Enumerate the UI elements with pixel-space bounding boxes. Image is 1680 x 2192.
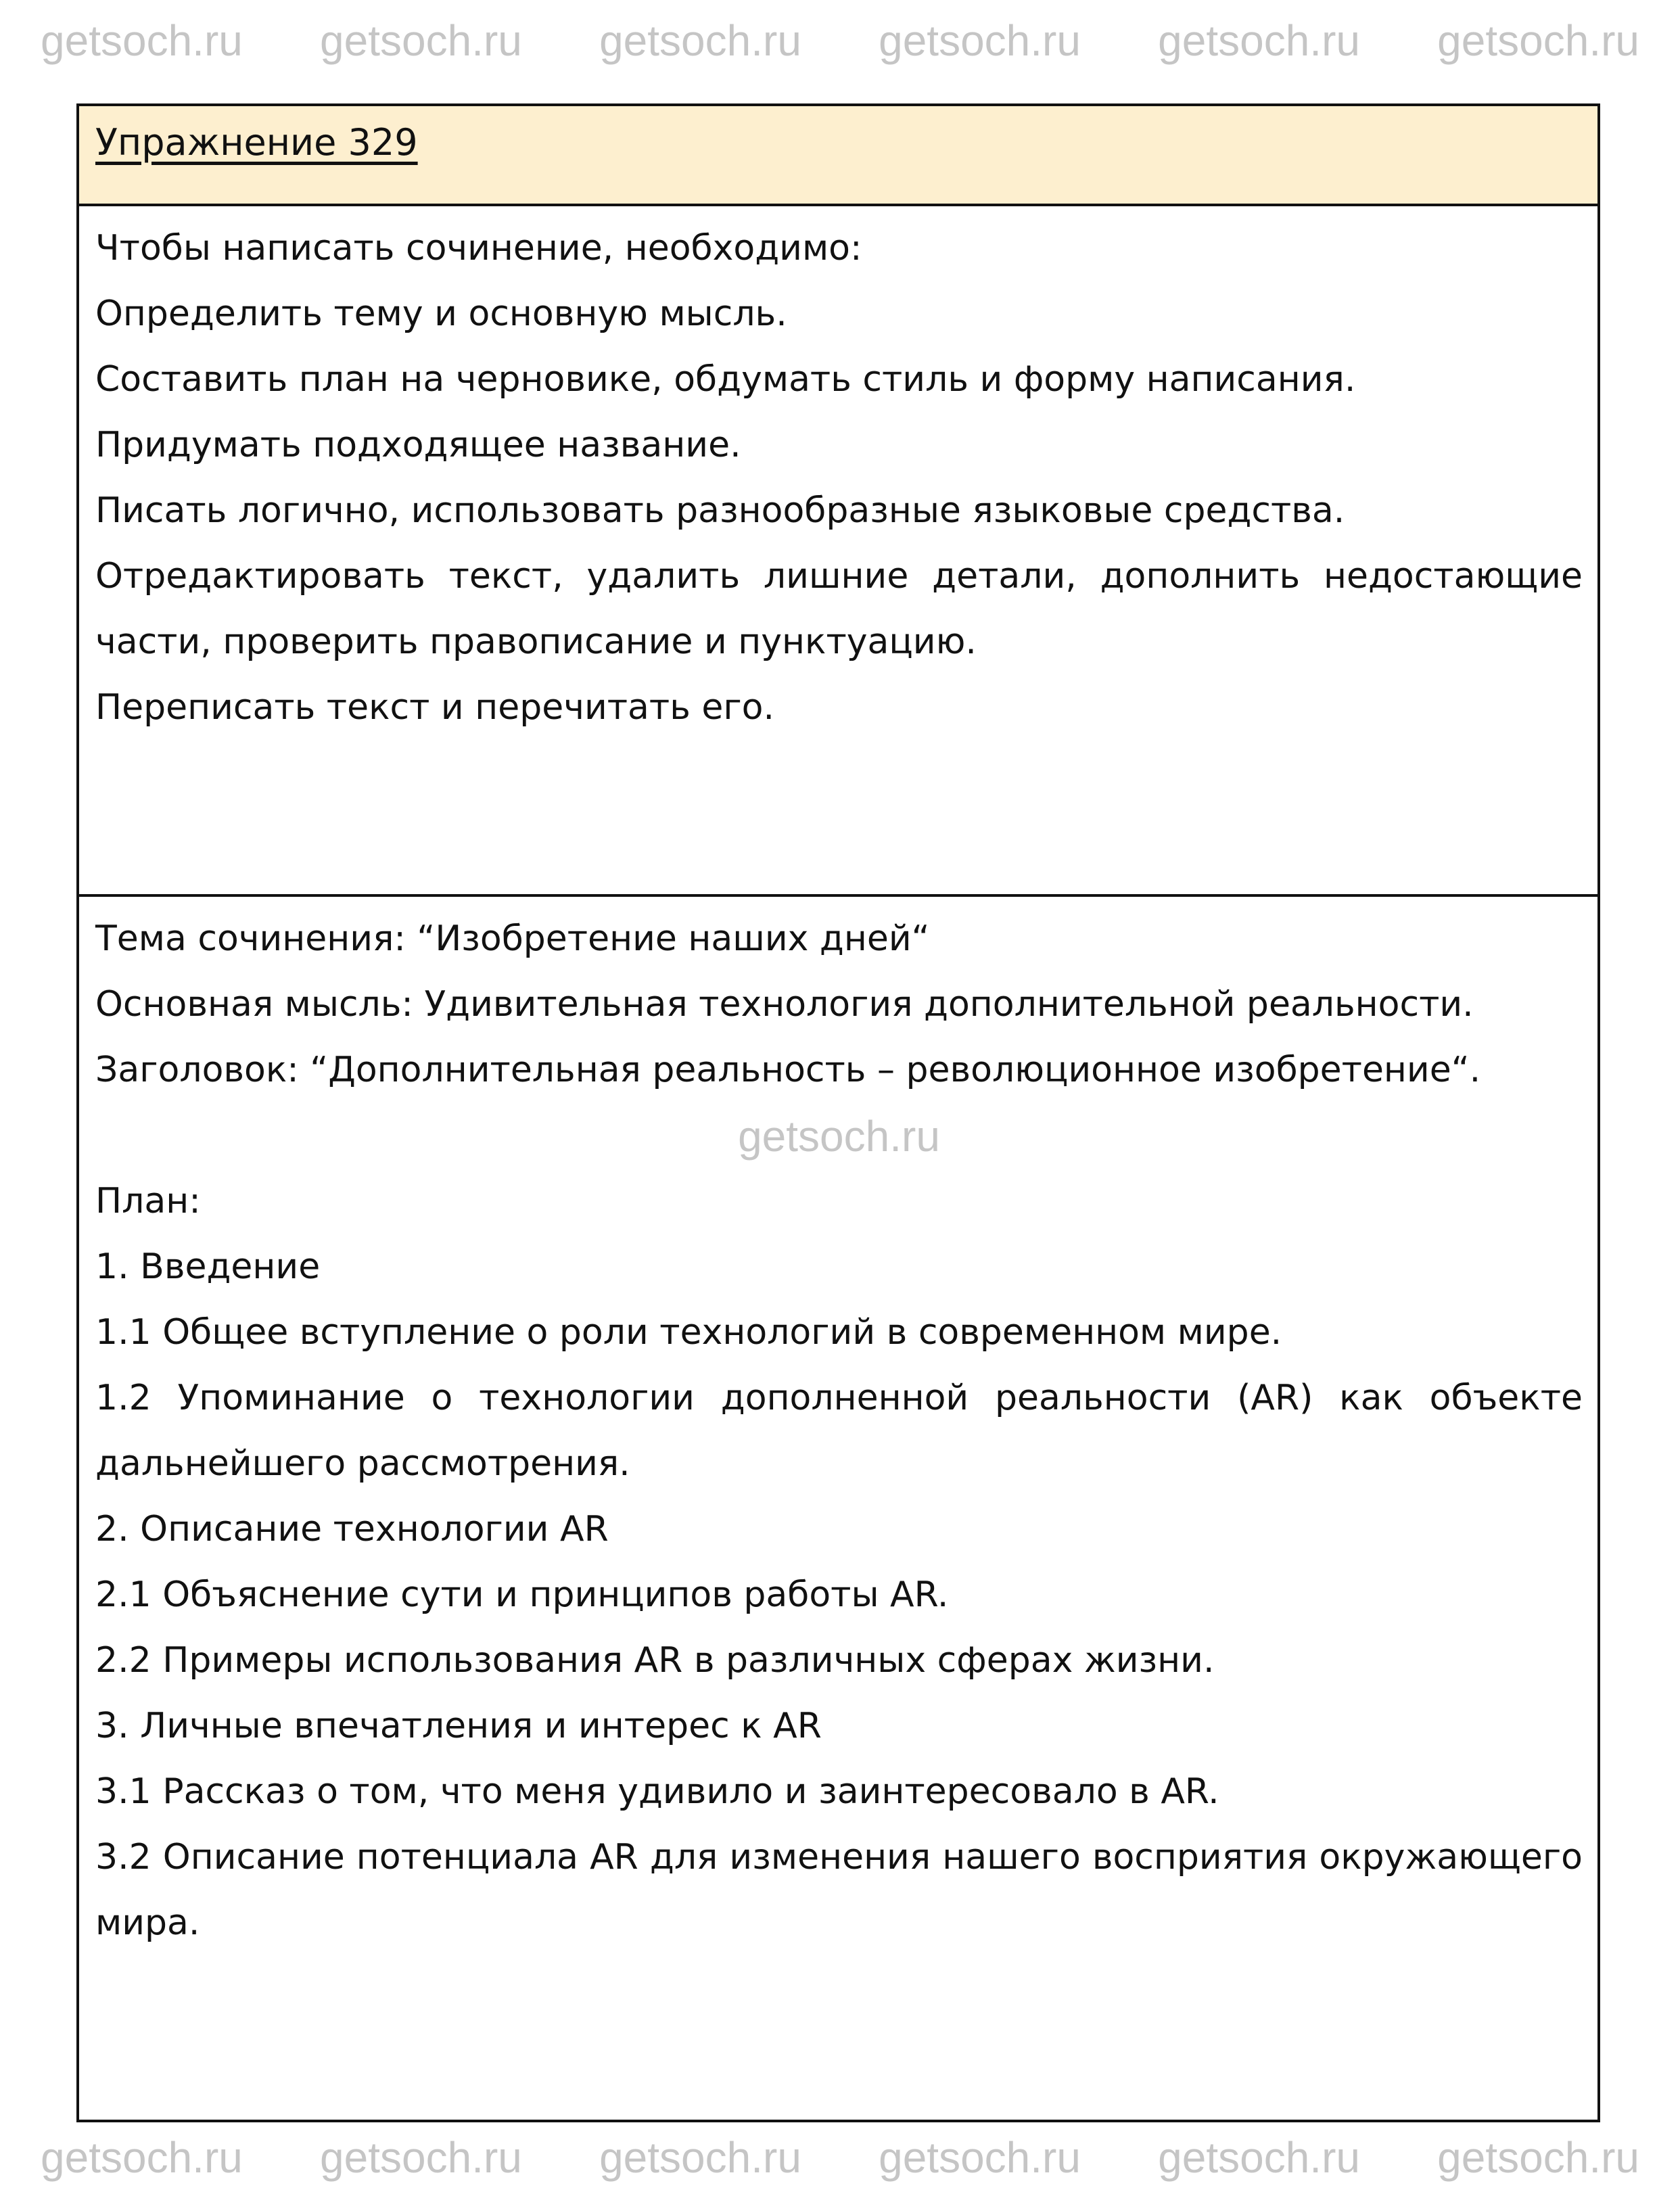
- plan-item: 2. Описание технологии AR: [95, 1509, 609, 1549]
- watermark: getsoch.ru: [1158, 16, 1360, 65]
- exercise-table: [76, 103, 1600, 2122]
- watermark: getsoch.ru: [41, 16, 243, 65]
- plan-item: 1.2 Упоминание о технологии дополненной реальности (AR) как объекте дальнейшего рассмотрения.: [95, 1378, 1583, 1484]
- plan-item: 3.2 Описание потенциала AR для изменения нашего восприятия окружающего мира.: [95, 1837, 1583, 1943]
- steps-intro: Чтобы написать сочинение, необходимо:: [95, 228, 862, 269]
- step-item: Отредактировать текст, удалить лишние детали, дополнить недостающие части, проверить правописание и пунктуацию.: [95, 556, 1583, 662]
- watermark: getsoch.ru: [1437, 16, 1639, 65]
- watermark: getsoch.ru: [320, 16, 522, 65]
- watermark: getsoch.ru: [599, 16, 801, 65]
- watermark: getsoch.ru: [41, 2133, 243, 2182]
- exercise-header: [79, 106, 1597, 206]
- watermark: getsoch.ru: [599, 2133, 801, 2182]
- watermark: getsoch.ru: [879, 16, 1081, 65]
- step-item: Придумать подходящее название.: [95, 425, 741, 465]
- plan-item: 3. Личные впечатления и интерес к AR: [95, 1706, 822, 1746]
- step-item: Писать логично, использовать разнообразные языковые средства.: [95, 490, 1345, 531]
- watermark-row-bottom: [41, 2130, 1639, 2185]
- essay-topic: Тема сочинения: “Изобретение наших дней“: [95, 918, 930, 959]
- plan-item: 2.2 Примеры использования AR в различных сферах жизни.: [95, 1640, 1215, 1681]
- step-item: Составить план на черновике, обдумать стиль и форму написания.: [95, 359, 1356, 400]
- essay-main-idea: Основная мысль: Удивительная технология дополнительной реальности.: [95, 984, 1474, 1025]
- plan-item: 1.1 Общее вступление о роли технологий в современном мире.: [95, 1312, 1282, 1353]
- essay-heading: Заголовок: “Дополнительная реальность – революционное изобретение“.: [95, 1050, 1481, 1090]
- step-item: Переписать текст и перечитать его.: [95, 687, 775, 728]
- spacer: [95, 1103, 1583, 1169]
- watermark: getsoch.ru: [1158, 2133, 1360, 2182]
- plan-item: 1. Введение: [95, 1246, 321, 1287]
- watermark-row-top: [41, 14, 1639, 68]
- step-item: Определить тему и основную мысль.: [95, 294, 787, 334]
- watermark: getsoch.ru: [738, 1111, 940, 1161]
- exercise-title: Упражнение 329: [95, 121, 418, 164]
- essay-steps-section: [79, 206, 1597, 897]
- watermark: getsoch.ru: [320, 2133, 522, 2182]
- watermark: getsoch.ru: [879, 2133, 1081, 2182]
- plan-item: 2.1 Объяснение сути и принципов работы AR.: [95, 1575, 949, 1615]
- plan-label: План:: [95, 1181, 201, 1221]
- watermark: getsoch.ru: [1437, 2133, 1639, 2182]
- essay-plan-section: [79, 897, 1597, 2120]
- plan-item: 3.1 Рассказ о том, что меня удивило и заинтересовало в AR.: [95, 1771, 1219, 1812]
